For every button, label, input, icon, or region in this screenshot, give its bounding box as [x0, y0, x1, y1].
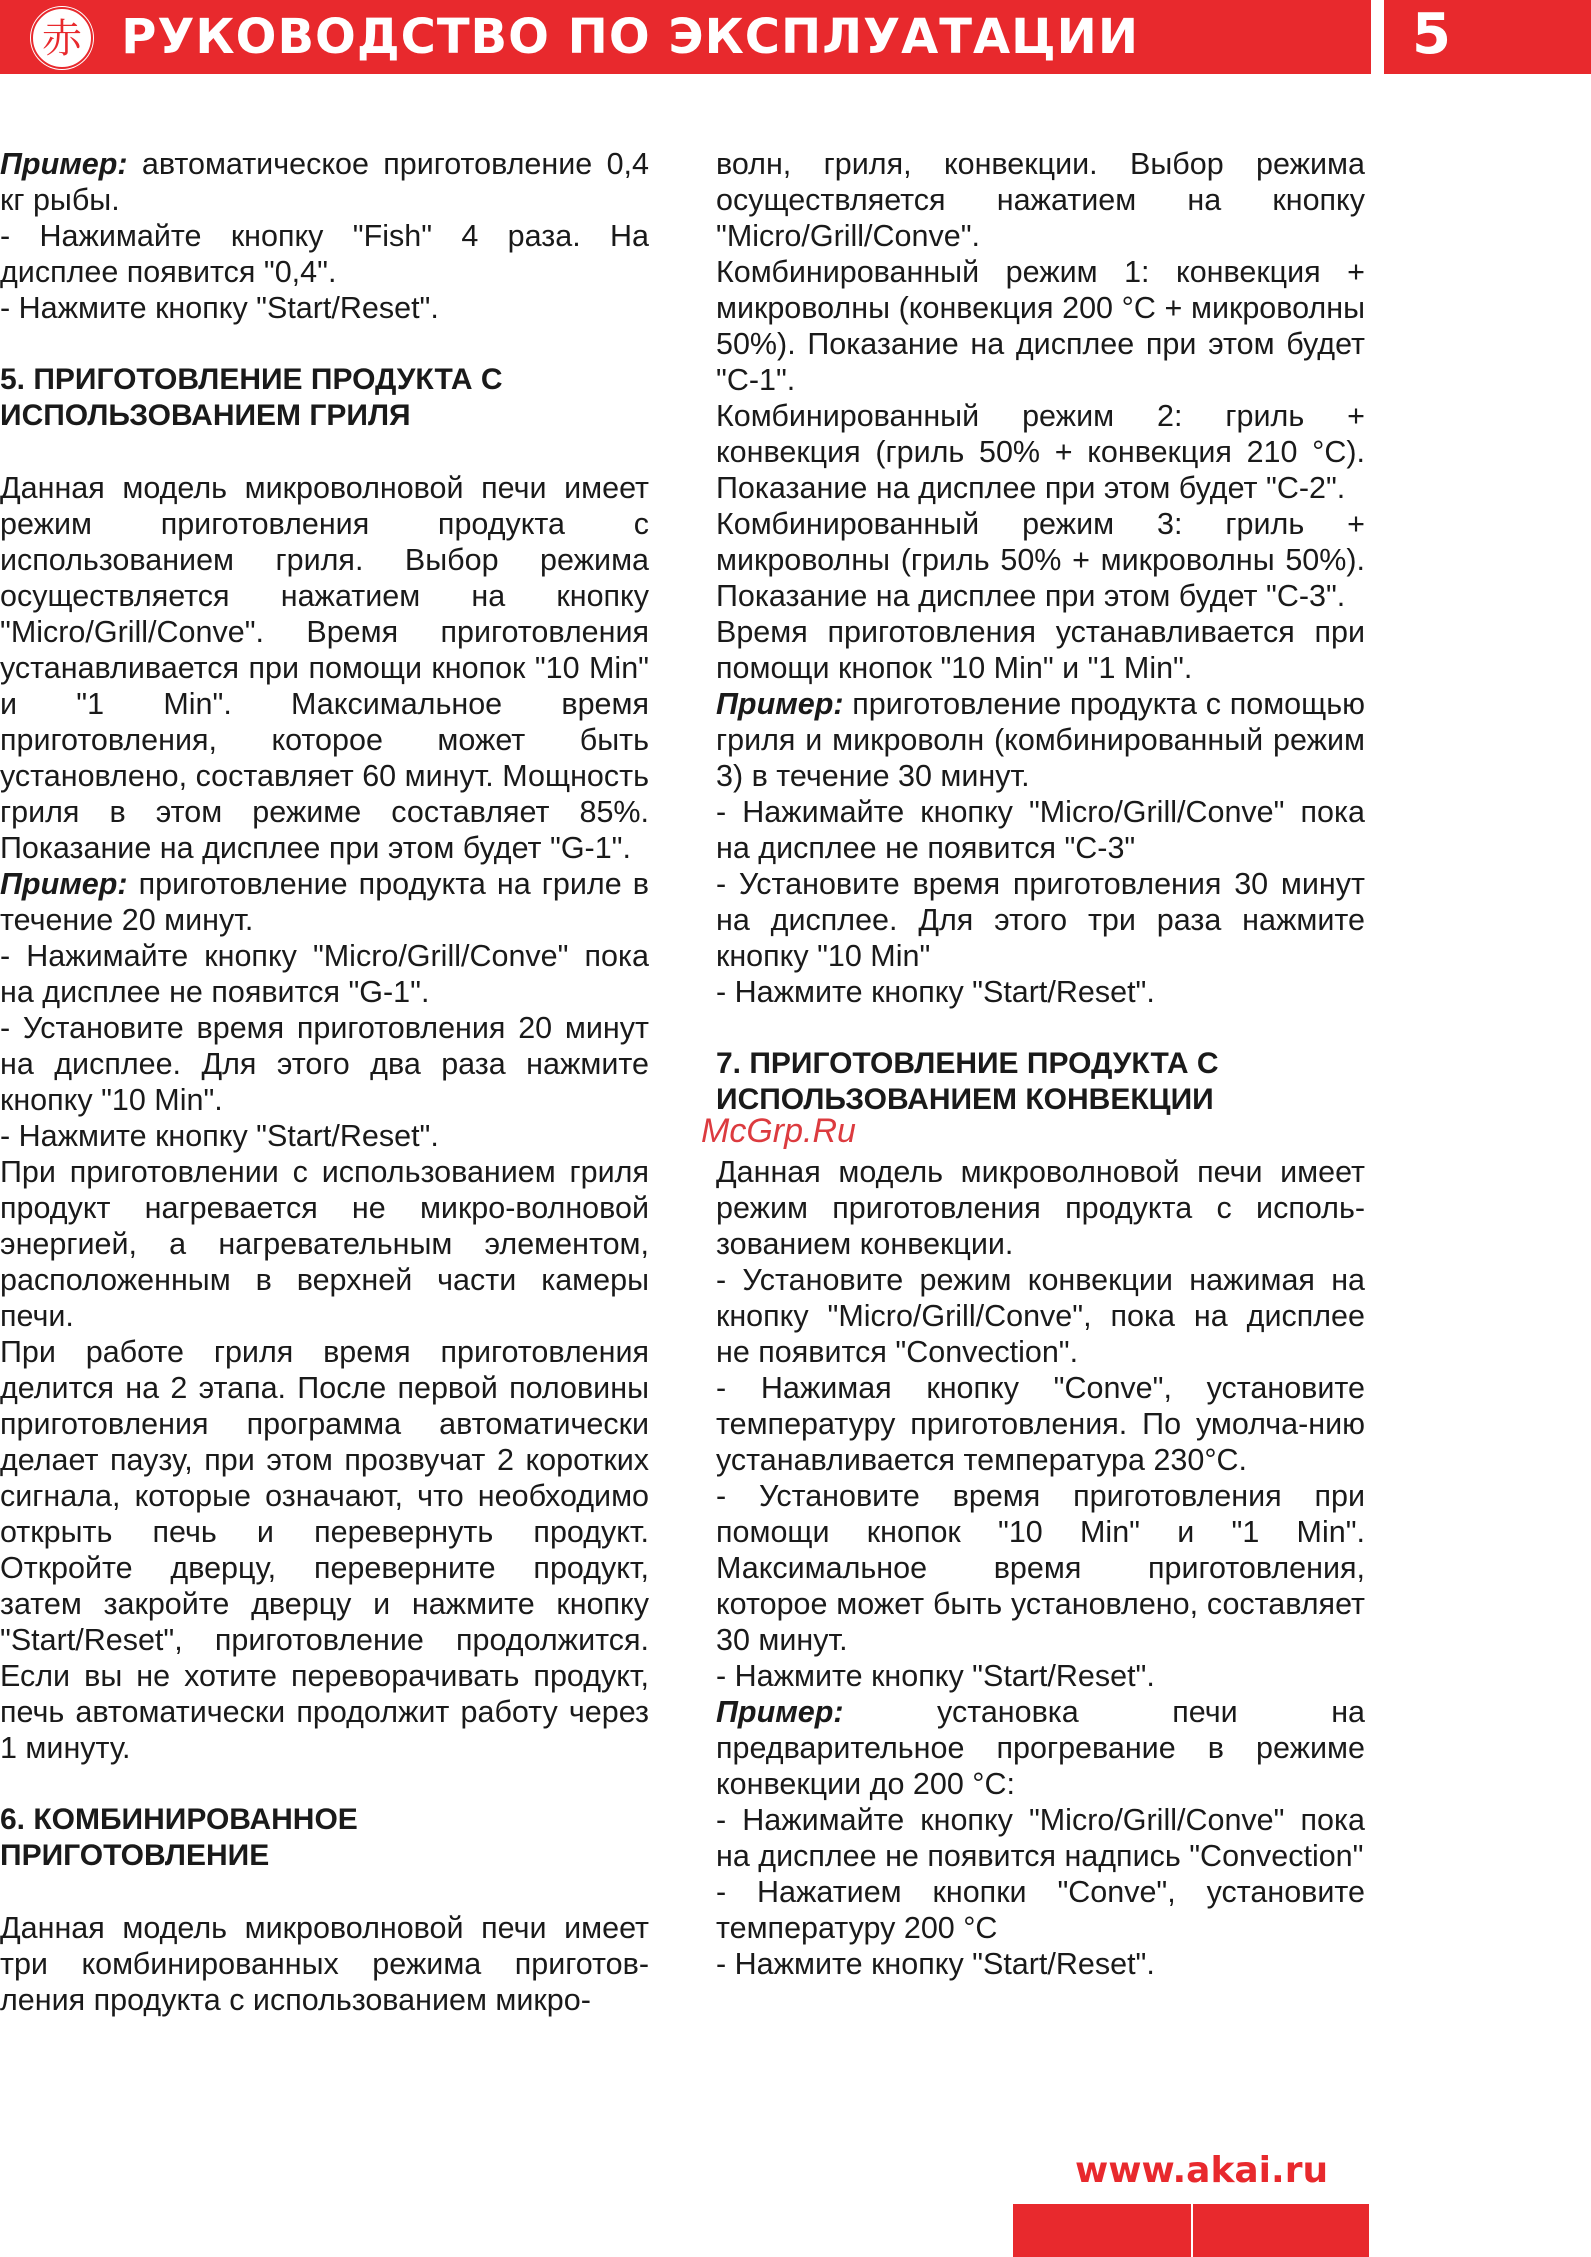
paragraph: - Нажмите кнопку "Start/Reset". [0, 291, 439, 325]
paragraph: Пример: установка печи на предварительное прогревание в режиме конвекции до 200 °С: [716, 1695, 1365, 1801]
page-number: 5 [1384, 0, 1591, 74]
paragraph: Данная модель микроволновой печи имеет режим приготовления продукта с исполь-зованием конвекции. [716, 1155, 1365, 1261]
paragraph: - Нажмите кнопку "Start/Reset". [716, 1659, 1155, 1693]
paragraph: Данная модель микроволновой печи имеет режим приготовления продукта с использованием гриля. Выбор режима осуществляется нажатием на кнопку "Micro/Grill/Conve". Время приготовления устанавливается при помощи кнопок "10 Min" и "1 Min". Максимальное время приготовления, которое может быть установлено, составляет 60 минут. Мощность гриля в этом режиме составляет 85%. Показание на дисплее при этом будет "G-1". [0, 471, 649, 865]
paragraph: Пример: приготовление продукта на гриле в течение 20 минут. [0, 867, 649, 937]
footer-url-link[interactable]: www.akai.ru [1075, 2150, 1329, 2191]
section-heading-7: 7. ПРИГОТОВЛЕНИЕ ПРОДУКТА С ИСПОЛЬЗОВАНИЕМ КОНВЕКЦИИ [716, 1047, 1219, 1116]
paragraph: При приготовлении с использованием гриля продукт нагревается не микро-волновой энергией, а нагревательным элементом, расположенным в верхней части камеры печи. [0, 1155, 649, 1333]
paragraph: - Нажимайте кнопку "Fish" 4 раза. На дисплее появится "0,4". [0, 219, 649, 289]
paragraph: - Нажимайте кнопку "Micro/Grill/Conve" пока на дисплее не появится "G-1". [0, 939, 649, 1009]
example-label: Пример: [0, 147, 128, 181]
paragraph: Пример: приготовление продукта с помощью гриля и микроволн (комбинированный режим 3) в течение 30 минут. [716, 687, 1365, 793]
paragraph: - Нажмите кнопку "Start/Reset". [716, 1947, 1155, 1981]
right-column [716, 146, 1365, 1982]
paragraph: Время приготовления устанавливается при помощи кнопок "10 Min" и "1 Min". [716, 615, 1365, 685]
paragraph: Комбинированный режим 1: конвекция + микроволны (конвекция 200 °С + микроволны 50%). Показание на дисплее при этом будет "С-1". [716, 255, 1365, 397]
logo-glyph: 赤 [42, 16, 82, 62]
section-heading-6: 6. КОМБИНИРОВАННОЕ ПРИГОТОВЛЕНИЕ [0, 1803, 358, 1872]
paragraph: - Нажатием кнопки "Conve", установите температуру 200 °С [716, 1875, 1365, 1945]
watermark: McGrp.Ru [701, 1112, 856, 1150]
paragraph: волн, гриля, конвекции. Выбор режима осуществляется нажатием на кнопку "Micro/Grill/Conve". [716, 147, 1365, 253]
footer-bar [1013, 2204, 1191, 2257]
section-heading-5: 5. ПРИГОТОВЛЕНИЕ ПРОДУКТА С ИСПОЛЬЗОВАНИЕМ ГРИЛЯ [0, 363, 503, 432]
header-bar [0, 0, 1591, 76]
paragraph: - Установите время приготовления 20 минут на дисплее. Для этого два раза нажмите кнопку "10 Min". [0, 1011, 649, 1117]
paragraph: - Нажимайте кнопку "Micro/Grill/Conve" пока на дисплее не появится надпись "Convection" [716, 1803, 1365, 1873]
paragraph: - Установите время приготовления 30 минут на дисплее. Для этого три раза нажмите кнопку "10 Min" [716, 867, 1365, 973]
header-title-background [0, 0, 1371, 74]
example-label: Пример: [716, 1695, 844, 1729]
paragraph: - Установите режим конвекции нажимая на кнопку "Micro/Grill/Conve", пока на дисплее не появится "Convection". [716, 1263, 1365, 1369]
example-label: Пример: [0, 867, 128, 901]
paragraph: Комбинированный режим 3: гриль + микроволны (гриль 50% + микроволны 50%). Показание на дисплее при этом будет "С-3". [716, 507, 1365, 613]
paragraph: При работе гриля время приготовления делится на 2 этапа. После первой половины приготовления программа автоматически делает паузу, при этом прозвучат 2 коротких сигнала, которые означают, что необходимо открыть печь и перевернуть продукт. Откройте дверцу, переверните продукт, затем закройте дверцу и нажмите кнопку "Start/Reset", приготовление продолжится. Если вы не хотите переворачивать продукт, печь автоматически продолжит работу через 1 минуту. [0, 1335, 649, 1765]
page-title: РУКОВОДСТВО ПО ЭКСПЛУАТАЦИИ [121, 9, 1139, 65]
footer-bar [1193, 2204, 1369, 2257]
paragraph: - Нажимая кнопку "Conve", установите температуру приготовления. По умолча-нию устанавливается температура 230°С. [716, 1371, 1365, 1477]
paragraph: - Нажимайте кнопку "Micro/Grill/Conve" пока на дисплее не появится "С-3" [716, 795, 1365, 865]
paragraph: Пример: автоматическое приготовление 0,4 кг рыбы. [0, 147, 649, 217]
paragraph: - Нажмите кнопку "Start/Reset". [716, 975, 1155, 1009]
paragraph: - Установите время приготовления при помощи кнопок "10 Min" и "1 Min". Максимальное время приготовления, которое может быть установлено, составляет 30 минут. [716, 1479, 1365, 1657]
paragraph: - Нажмите кнопку "Start/Reset". [0, 1119, 439, 1153]
akai-logo-icon [30, 6, 94, 70]
example-label: Пример: [716, 687, 844, 721]
paragraph: Комбинированный режим 2: гриль + конвекция (гриль 50% + конвекция 210 °С). Показание на дисплее при этом будет "С-2". [716, 399, 1365, 505]
paragraph: Данная модель микроволновой печи имеет три комбинированных режима приготов-ления продукта с использованием микро- [0, 1911, 649, 2017]
left-column [0, 146, 649, 2018]
